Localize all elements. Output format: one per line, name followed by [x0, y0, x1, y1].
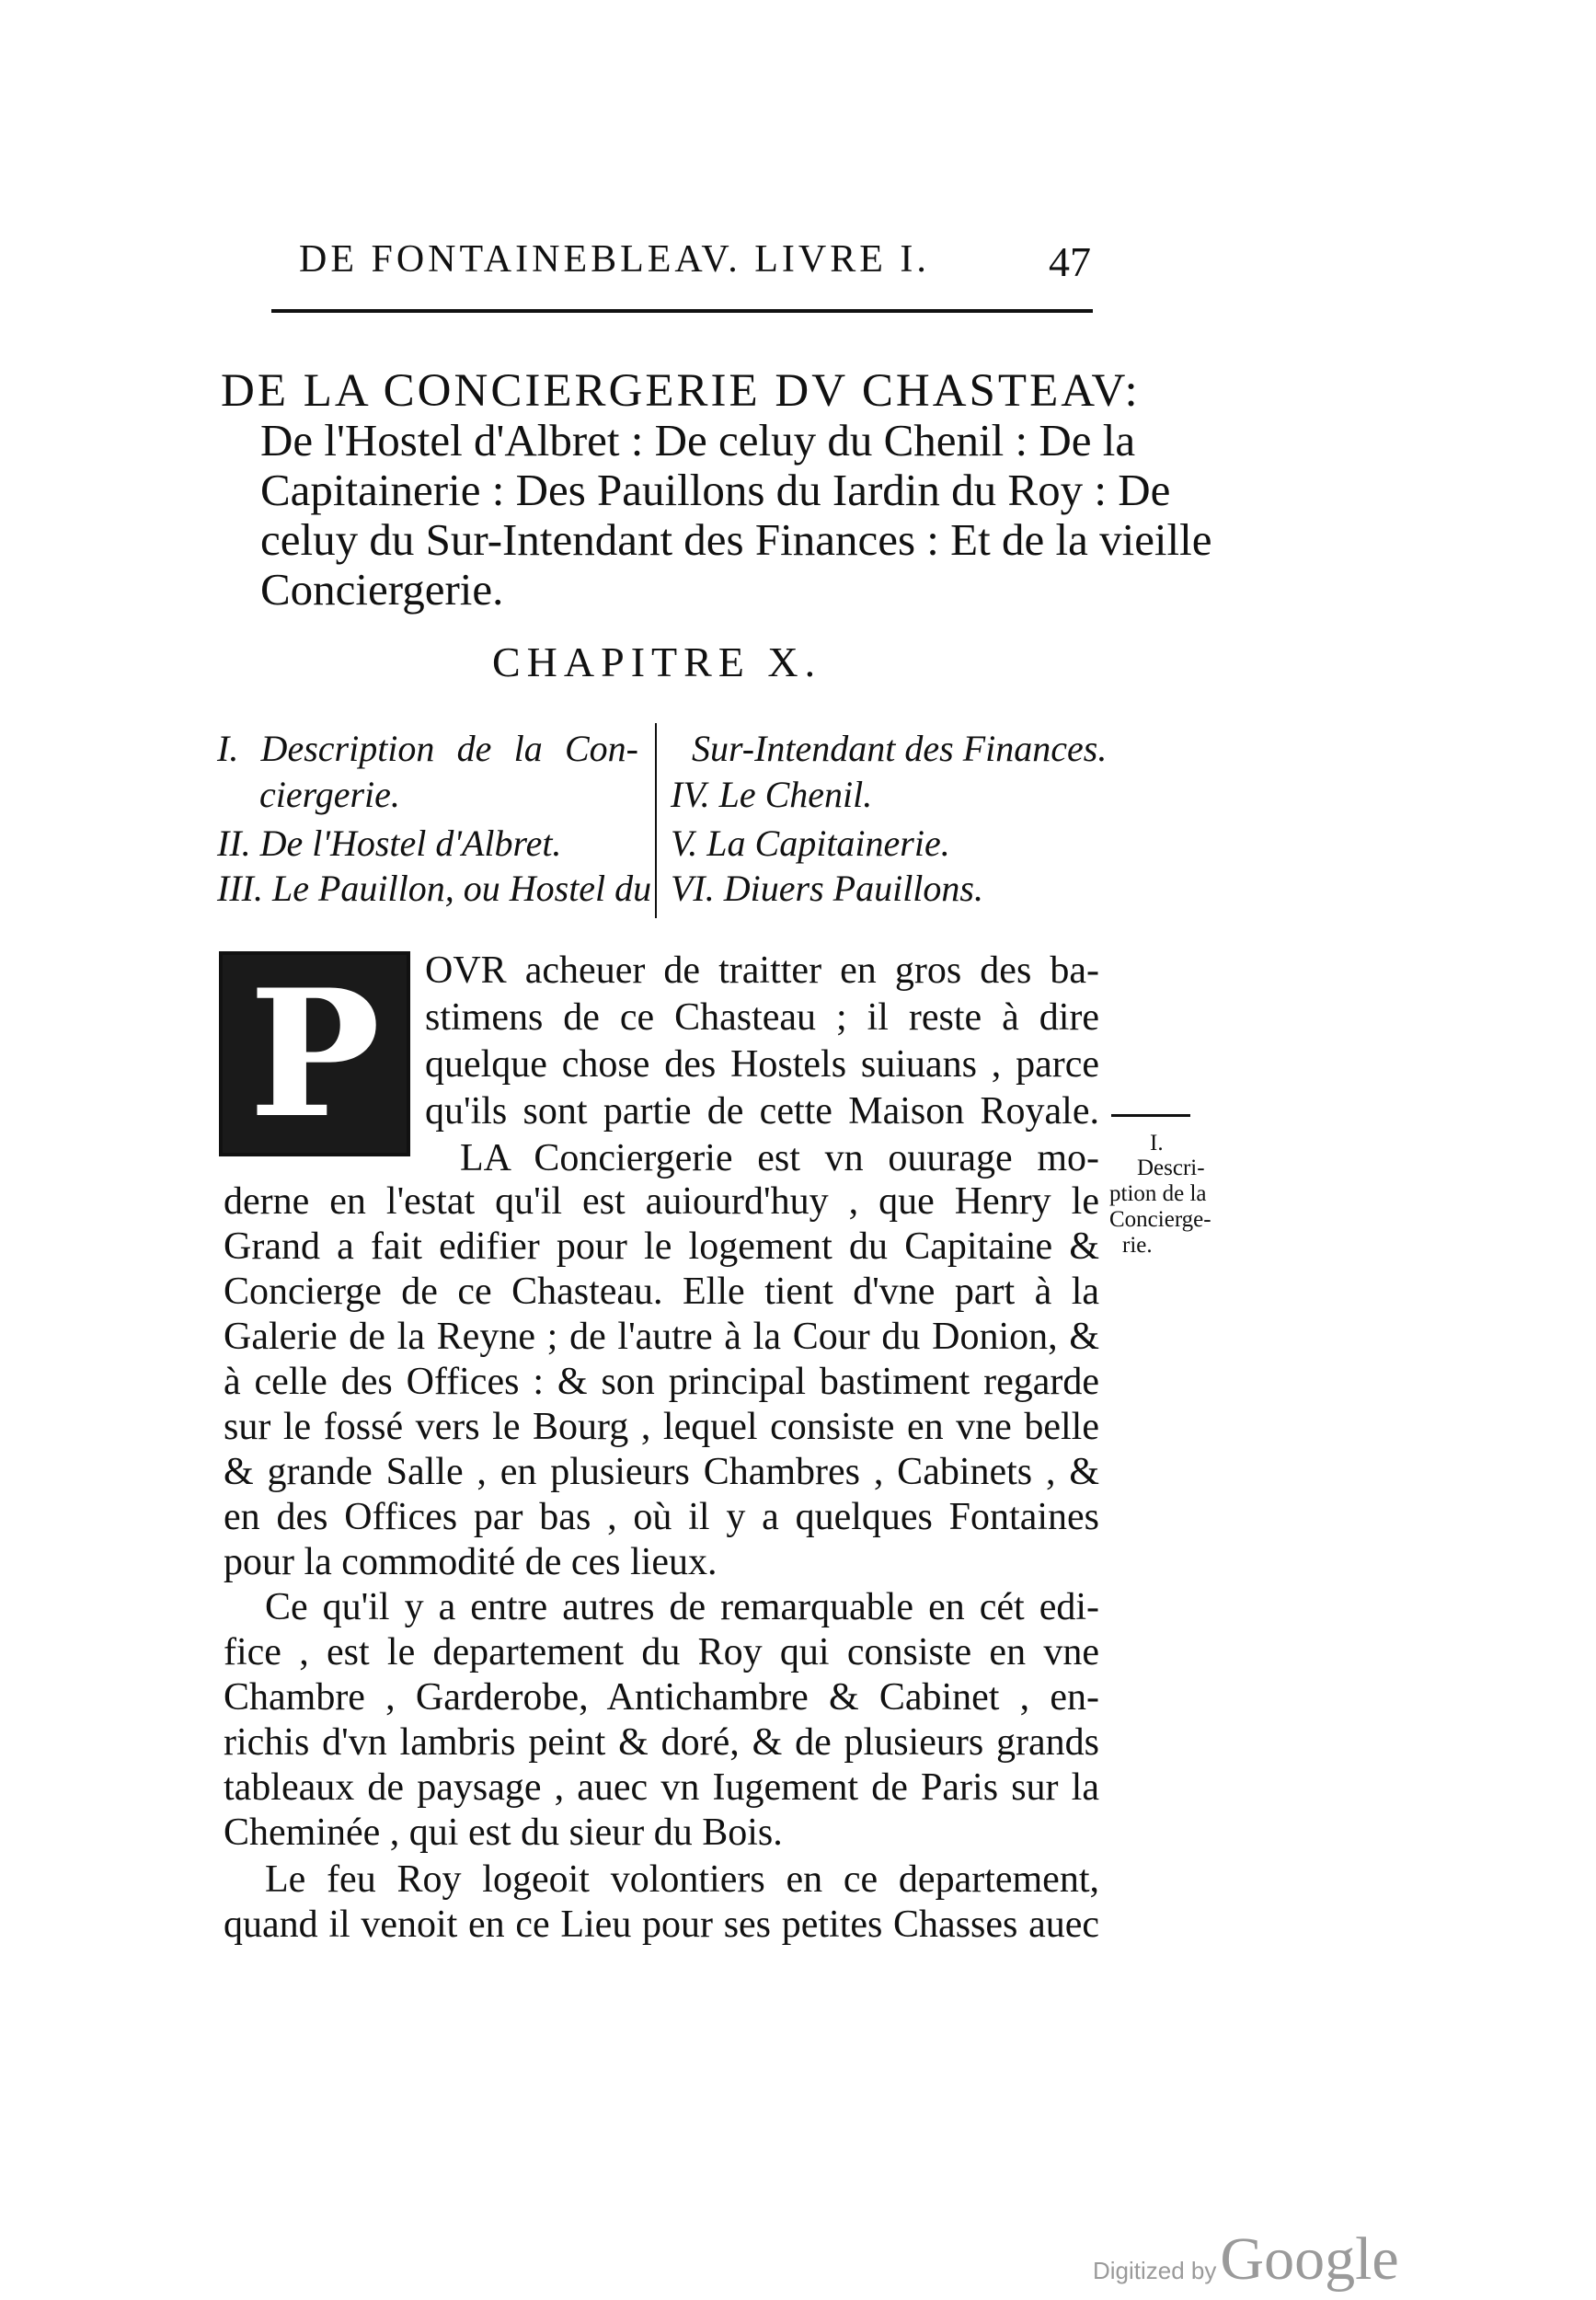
- body-line: Cheminée , qui est du sieur du Bois.: [224, 1811, 783, 1854]
- body-line: Ce qu'il y a entre autres de remarquable en cét edi-: [265, 1586, 1099, 1628]
- body-line: pour la commodité de ces lieux.: [224, 1541, 718, 1583]
- body-line: stimens de ce Chasteau ; il reste à dire: [425, 996, 1099, 1039]
- summary-entry: V. La Capitainerie.: [671, 822, 950, 864]
- margin-note-rule: [1111, 1114, 1190, 1117]
- chapter-label: CHAPITRE X.: [492, 638, 822, 685]
- header-rule: [271, 309, 1093, 313]
- page-number: 47: [1049, 238, 1091, 285]
- drop-cap: [219, 951, 410, 1156]
- body-line: Chambre , Garderobe, Antichambre & Cabinet , en-: [224, 1676, 1099, 1719]
- chapter-subtitle-line: De l'Hostel d'Albret : De celuy du Chenil : De la: [260, 415, 1136, 466]
- body-line: Le feu Roy logeoit volontiers en ce departement,: [265, 1858, 1099, 1901]
- watermark-prefix: Digitized by: [1093, 2257, 1217, 2284]
- summary-entry: III. Le Pauillon, ou Hostel du: [217, 868, 652, 909]
- body-line: en des Offices par bas , où il y a quelques Fontaines: [224, 1496, 1099, 1538]
- body-line: qu'ils sont partie de cette Maison Royale.: [425, 1090, 1099, 1133]
- body-line: richis d'vn lambris peint & doré, & de plusieurs grands: [224, 1721, 1099, 1764]
- body-line: fice , est le departement du Roy qui consiste en vne: [224, 1631, 1099, 1673]
- body-line: LA Conciergerie est vn ouurage mo-: [460, 1137, 1099, 1179]
- chapter-subtitle-line: Capitainerie : Des Pauillons du Iardin du Roy : De: [260, 465, 1171, 515]
- google-wordmark: Google: [1220, 2225, 1399, 2293]
- body-line: & grande Salle , en plusieurs Chambres , Cabinets , &: [224, 1451, 1099, 1493]
- margin-note-line: I.: [1150, 1131, 1164, 1156]
- body-line: OVR acheuer de traitter en gros des ba-: [425, 949, 1099, 992]
- drop-cap-letter: P: [248, 950, 381, 1156]
- summary-entry: IV. Le Chenil.: [671, 774, 873, 815]
- digitized-watermark: [1093, 2225, 1399, 2294]
- margin-note-line: ption de la: [1109, 1181, 1207, 1206]
- body-line: derne en l'estat qu'il est auiourd'huy , que Henry le: [224, 1180, 1099, 1223]
- margin-note-line: Descri-: [1137, 1156, 1205, 1180]
- body-line: tableaux de paysage , auec vn Iugement de Paris sur la: [224, 1766, 1099, 1809]
- chapter-subtitle-line: Conciergerie.: [260, 564, 504, 615]
- body-line: Grand a fait edifier pour le logement du Capitaine &: [224, 1225, 1099, 1268]
- margin-note-line: Concierge-: [1109, 1207, 1211, 1232]
- body-line: sur le fossé vers le Bourg , lequel consiste en vne belle: [224, 1406, 1099, 1448]
- body-line: Galerie de la Reyne ; de l'autre à la Cour du Donion, &: [224, 1316, 1099, 1358]
- body-line: quelque chose des Hostels suiuans , parce: [425, 1043, 1099, 1086]
- margin-note-line: rie.: [1122, 1233, 1153, 1258]
- body-line: à celle des Offices : & son principal bastiment regarde: [224, 1361, 1099, 1403]
- summary-entry: I. Description de la Con-: [217, 728, 638, 769]
- running-head: DE FONTAINEBLEAV. LIVRE I.: [299, 238, 930, 281]
- summary-entry: II. De l'Hostel d'Albret.: [217, 822, 562, 864]
- chapter-title: DE LA CONCIERGERIE DV CHASTEAV:: [221, 365, 1141, 417]
- summary-entry: VI. Diuers Pauillons.: [671, 868, 983, 909]
- summary-divider: [655, 723, 657, 918]
- body-line: Concierge de ce Chasteau. Elle tient d'vne part à la: [224, 1271, 1099, 1313]
- body-line: quand il venoit en ce Lieu pour ses petites Chasses auec: [224, 1903, 1099, 1946]
- chapter-subtitle-line: celuy du Sur-Intendant des Finances : Et de la vieille: [260, 514, 1212, 565]
- summary-entry: ciergerie.: [259, 774, 400, 815]
- summary-entry: Sur-Intendant des Finances.: [692, 728, 1108, 769]
